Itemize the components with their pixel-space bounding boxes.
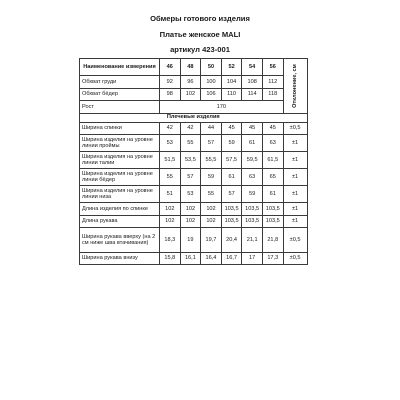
deviation-header-text: Отклонение, см [292,63,299,108]
table-row [80,169,308,186]
size-value: 96 [180,76,201,89]
size-value: 102 [180,88,201,101]
size-value: 103,5 [242,203,263,216]
size-value: 21,8 [262,228,283,253]
size-value: 112 [262,76,283,89]
size-value: 57 [201,135,222,152]
row-label: Ширина рукава внизу [80,252,160,265]
tolerance-value: ±0,5 [283,228,307,253]
table-row [80,228,308,253]
tolerance-value: ±1 [283,203,307,216]
row-label: Обхват груди [80,76,160,89]
table-row [80,88,308,101]
row-label: Рост [80,101,160,114]
height-value: 170 [160,101,284,114]
size-value: 45 [262,122,283,135]
size-value: 103,5 [262,215,283,228]
row-label: Ширина рукава вверху (на 2 см ниже шва втачивания) [80,228,160,253]
size-value: 55,5 [201,152,222,169]
size-value: 61 [262,186,283,203]
size-value: 100 [201,76,222,89]
size-header: 52 [221,59,242,76]
size-value: 61 [242,135,263,152]
size-value: 55 [160,169,181,186]
row-label: Ширина спинки [80,122,160,135]
size-value: 57 [180,169,201,186]
size-value: 55 [201,186,222,203]
article-number: артикул 423-001 [170,45,230,54]
size-value: 44 [201,122,222,135]
size-value: 18,3 [160,228,181,253]
table-row-height [80,101,308,114]
row-label: Ширина изделия на уровне линии проймы [80,135,160,152]
size-value: 61 [221,169,242,186]
size-value: 92 [160,76,181,89]
size-value: 17,3 [262,252,283,265]
tolerance-value: ±1 [283,169,307,186]
table-row [80,122,308,135]
size-value: 103,5 [221,203,242,216]
size-value: 57 [221,186,242,203]
size-value: 102 [201,215,222,228]
size-value: 15,8 [160,252,181,265]
tolerance-value: ±0,5 [283,122,307,135]
size-value: 51,5 [160,152,181,169]
size-header: 54 [242,59,263,76]
row-label: Длина рукава [80,215,160,228]
tolerance-value: ±1 [283,135,307,152]
row-label: Обхват бёдер [80,88,160,101]
size-value: 19,7 [201,228,222,253]
size-header: 50 [201,59,222,76]
section-row [80,113,308,122]
size-value: 102 [160,215,181,228]
size-value: 98 [160,88,181,101]
table-row [80,76,308,89]
size-value: 108 [242,76,263,89]
size-value: 114 [242,88,263,101]
size-value: 106 [201,88,222,101]
row-label: Длина изделия по спинке [80,203,160,216]
size-header: 48 [180,59,201,76]
size-value: 16,7 [221,252,242,265]
table-row [80,252,308,265]
size-value: 103,5 [242,215,263,228]
tolerance-value: ±1 [283,152,307,169]
table-header-row [80,59,308,76]
size-value: 59 [201,169,222,186]
table-row [80,186,308,203]
size-value: 53,5 [180,152,201,169]
size-value: 42 [160,122,181,135]
measurement-table [79,58,308,265]
table-row [80,152,308,169]
size-value: 104 [221,76,242,89]
size-value: 59,5 [242,152,263,169]
size-value: 42 [180,122,201,135]
tolerance-value: ±0,5 [283,252,307,265]
size-value: 118 [262,88,283,101]
table-row [80,215,308,228]
size-value: 57,5 [221,152,242,169]
sheet-title: Обмеры готового изделия [150,14,250,23]
row-label: Ширина изделия на уровне линии низа [80,186,160,203]
size-value: 103,5 [262,203,283,216]
name-header: Наименование измерения [80,59,160,76]
size-value: 61,5 [262,152,283,169]
size-value: 102 [180,215,201,228]
size-value: 63 [262,135,283,152]
size-value: 45 [221,122,242,135]
size-value: 110 [221,88,242,101]
tolerance-value: ±1 [283,186,307,203]
size-value: 17 [242,252,263,265]
size-value: 45 [242,122,263,135]
size-header: 46 [160,59,181,76]
size-value: 65 [262,169,283,186]
row-label: Ширина изделия на уровне линии талии [80,152,160,169]
size-value: 21,1 [242,228,263,253]
product-name: Платье женское MALI [159,30,241,39]
size-value: 51 [160,186,181,203]
table-row [80,203,308,216]
size-value: 102 [160,203,181,216]
size-value: 63 [242,169,263,186]
size-value: 16,4 [201,252,222,265]
size-value: 19 [180,228,201,253]
size-value: 102 [180,203,201,216]
size-value: 102 [201,203,222,216]
size-value: 59 [221,135,242,152]
size-value: 53 [160,135,181,152]
size-header: 56 [262,59,283,76]
size-value: 20,4 [221,228,242,253]
size-value: 16,1 [180,252,201,265]
row-label: Ширина изделия на уровне линии бёдер [80,169,160,186]
deviation-header [283,59,307,114]
size-value: 59 [242,186,263,203]
size-value: 53 [180,186,201,203]
tolerance-value: ±1 [283,215,307,228]
table-row [80,135,308,152]
size-value: 103,5 [221,215,242,228]
section-title: Плечевые изделия [80,113,308,122]
size-value: 55 [180,135,201,152]
